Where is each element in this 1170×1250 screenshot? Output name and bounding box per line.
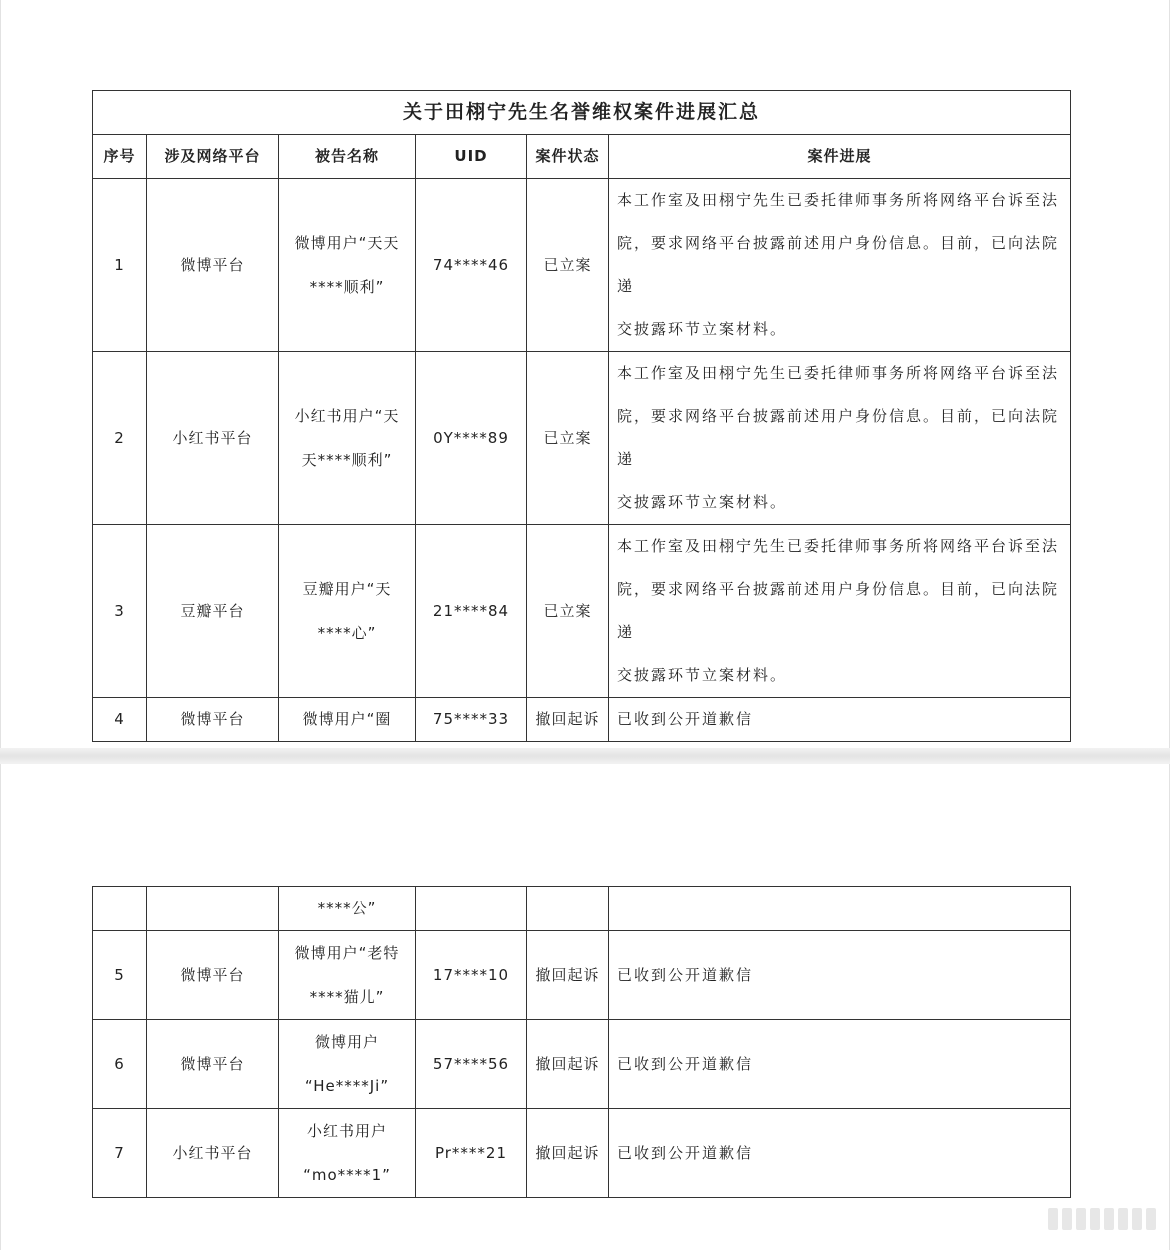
cell-empty xyxy=(93,887,147,931)
header-row xyxy=(93,135,1071,179)
cell-uid: 17****10 xyxy=(416,931,527,1020)
defendant-line-2: ****猫儿” xyxy=(309,988,385,1006)
table-row-continuation xyxy=(93,887,1071,931)
header-uid: UID xyxy=(416,135,527,179)
defendant-line-1: 小红书用户“天 xyxy=(294,407,400,425)
cell-no: 2 xyxy=(93,352,147,525)
case-summary-table xyxy=(92,90,1071,742)
cell-progress: 已收到公开道歉信 xyxy=(609,931,1071,1020)
cell-no: 6 xyxy=(93,1020,147,1109)
cell-defendant xyxy=(279,931,416,1020)
cell-progress: 已收到公开道歉信 xyxy=(609,1020,1071,1109)
cell-progress xyxy=(609,525,1071,698)
defendant-line-2: “mo****1” xyxy=(303,1166,391,1184)
header-no: 序号 xyxy=(93,135,147,179)
cell-progress: 已收到公开道歉信 xyxy=(609,1109,1071,1198)
cell-defendant xyxy=(279,179,416,352)
defendant-line-2: “He****Ji” xyxy=(304,1077,390,1095)
cell-no: 5 xyxy=(93,931,147,1020)
case-summary-table-continued xyxy=(92,886,1071,1198)
cell-status: 撤回起诉 xyxy=(527,1020,609,1109)
defendant-line-2: ****顺利” xyxy=(309,278,385,296)
cell-defendant: 微博用户“圈 xyxy=(279,698,416,742)
cell-status: 撤回起诉 xyxy=(527,931,609,1020)
table-title: 关于田栩宁先生名誉维权案件进展汇总 xyxy=(93,91,1071,135)
cell-no: 3 xyxy=(93,525,147,698)
cell-defendant xyxy=(279,1020,416,1109)
watermark-logo xyxy=(1048,1208,1156,1230)
defendant-line-1: 小红书用户 xyxy=(306,1122,387,1140)
progress-line-1: 本工作室及田栩宁先生已委托律师事务所将网络平台诉至法 xyxy=(617,537,1060,555)
page-edge-left xyxy=(0,764,1,1250)
cell-progress xyxy=(609,179,1071,352)
cell-no: 4 xyxy=(93,698,147,742)
cell-platform: 微博平台 xyxy=(147,1020,279,1109)
page-separator xyxy=(0,748,1170,764)
cell-platform: 豆瓣平台 xyxy=(147,525,279,698)
table-row xyxy=(93,352,1071,525)
cell-defendant xyxy=(279,525,416,698)
table-row xyxy=(93,698,1071,742)
cell-empty xyxy=(527,887,609,931)
header-platform: 涉及网络平台 xyxy=(147,135,279,179)
progress-line-1: 本工作室及田栩宁先生已委托律师事务所将网络平台诉至法 xyxy=(617,191,1060,209)
defendant-line-1: 微博用户“老特 xyxy=(294,944,400,962)
cell-defendant-continued: ****公” xyxy=(279,887,416,931)
cell-empty xyxy=(147,887,279,931)
defendant-line-2: ****心” xyxy=(317,624,377,642)
header-status: 案件状态 xyxy=(527,135,609,179)
cell-status: 已立案 xyxy=(527,525,609,698)
header-defendant: 被告名称 xyxy=(279,135,416,179)
document-page-2 xyxy=(0,764,1170,1250)
cell-no: 7 xyxy=(93,1109,147,1198)
defendant-line-2: 天****顺利” xyxy=(301,451,393,469)
progress-line-2: 院，要求网络平台披露前述用户身份信息。目前，已向法院递 xyxy=(617,580,1060,641)
header-progress: 案件进展 xyxy=(609,135,1071,179)
progress-line-3: 交披露环节立案材料。 xyxy=(617,666,788,684)
cell-uid: 57****56 xyxy=(416,1020,527,1109)
progress-line-3: 交披露环节立案材料。 xyxy=(617,320,788,338)
page-edge-left xyxy=(0,0,1,748)
defendant-line-1: 豆瓣用户“天 xyxy=(302,580,392,598)
cell-no: 1 xyxy=(93,179,147,352)
cell-progress xyxy=(609,352,1071,525)
progress-line-2: 院，要求网络平台披露前述用户身份信息。目前，已向法院递 xyxy=(617,407,1060,468)
table-row xyxy=(93,1020,1071,1109)
cell-platform: 微博平台 xyxy=(147,179,279,352)
table-row xyxy=(93,1109,1071,1198)
cell-status: 已立案 xyxy=(527,352,609,525)
cell-empty xyxy=(416,887,527,931)
progress-line-1: 本工作室及田栩宁先生已委托律师事务所将网络平台诉至法 xyxy=(617,364,1060,382)
progress-line-3: 交披露环节立案材料。 xyxy=(617,493,788,511)
cell-status: 已立案 xyxy=(527,179,609,352)
cell-uid: 0Y****89 xyxy=(416,352,527,525)
cell-uid: 75****33 xyxy=(416,698,527,742)
table-row xyxy=(93,525,1071,698)
cell-status: 撤回起诉 xyxy=(527,1109,609,1198)
table-row xyxy=(93,179,1071,352)
progress-line-2: 院，要求网络平台披露前述用户身份信息。目前，已向法院递 xyxy=(617,234,1060,295)
defendant-line-1: 微博用户 xyxy=(314,1033,379,1051)
cell-platform: 小红书平台 xyxy=(147,352,279,525)
cell-uid: 21****84 xyxy=(416,525,527,698)
cell-progress: 已收到公开道歉信 xyxy=(609,698,1071,742)
cell-empty xyxy=(609,887,1071,931)
table-row xyxy=(93,931,1071,1020)
cell-platform: 微博平台 xyxy=(147,931,279,1020)
cell-status: 撤回起诉 xyxy=(527,698,609,742)
cell-platform: 微博平台 xyxy=(147,698,279,742)
cell-platform: 小红书平台 xyxy=(147,1109,279,1198)
cell-uid: 74****46 xyxy=(416,179,527,352)
cell-defendant xyxy=(279,352,416,525)
defendant-line-1: 微博用户“天天 xyxy=(294,234,400,252)
cell-uid: Pr****21 xyxy=(416,1109,527,1198)
cell-defendant xyxy=(279,1109,416,1198)
